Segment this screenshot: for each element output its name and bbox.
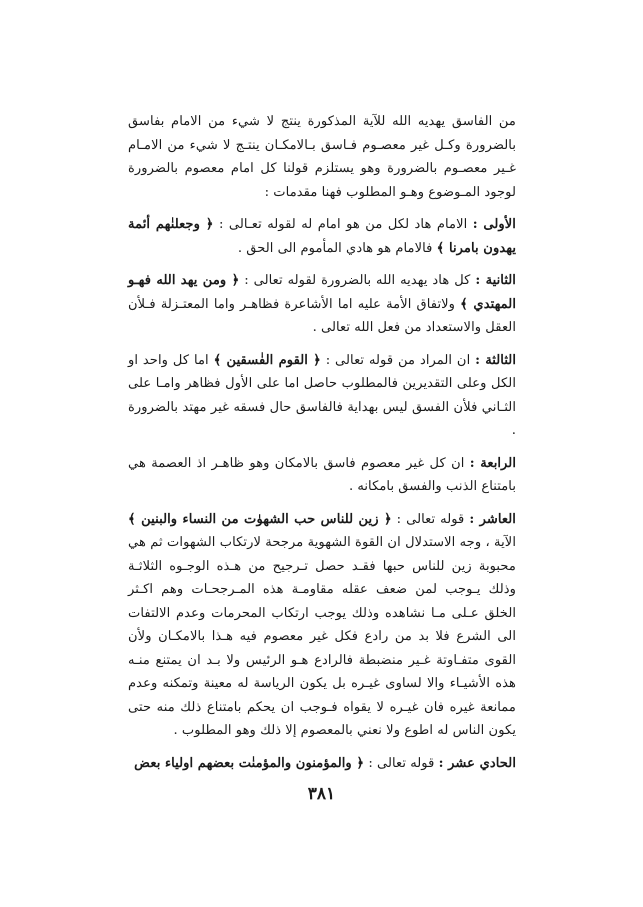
argument-text: قوله تعالى :	[368, 755, 435, 771]
argument-heading: العاشر :	[469, 511, 516, 527]
page-number: ٣٨١	[307, 784, 336, 804]
quran-quote: ﴿ وجعلنٰهم أئمة يهدون بامرنا ﴾	[128, 217, 516, 256]
premise-text: اما كل واحد او الكل وعلى التقديرين فالمطلوب حاصل اما على الأول فظاهر وامـا على الثـاني فلأن الفسق ليس بهداية فالفاسق حال فسقه غير مهتد بالضرورة .	[128, 352, 516, 438]
argument-heading: الحادي عشر :	[438, 755, 516, 771]
argument-tenth	[128, 508, 516, 743]
premise-text: فالامام هو هادي المأموم الى الحق .	[237, 240, 433, 256]
premise-text: الامام هاد لكل من هو امام له لقوله تعـالى :	[218, 217, 468, 232]
premise-third	[128, 349, 516, 443]
quran-quote: ﴿ ومن يهد الله فهـو المهتدي ﴾	[128, 273, 516, 312]
quran-quote: ﴿ زين للناس حب الشهوٰت من النساء والبنين ﴾	[128, 511, 392, 527]
quran-quote: ﴿ والمؤمنون والمؤمنٰت بعضهم اولياء بعض	[134, 755, 365, 771]
premise-text: ان المراد من قوله تعالى :	[325, 352, 471, 368]
argument-text: قوله تعالى :	[396, 511, 465, 527]
intro-paragraph: من الفاسق يهديه الله للآية المذكورة ينتج لا شيء من الامام بفاسق بالضرورة وكـل غير معصـوم فـاسق بـالامكـان ينتـج لا شيء من الامـام غـير معصـوم بالضرورة وهو يستلزم قولنا كل امام معصوم بالضرورة لوجود المـوضوع وهـو المطلوب فهنا مقدمات :	[128, 114, 516, 200]
argument-text: الآية ، وجه الاستدلال ان القوة الشهوية مرجحة لارتكاب الشهوات ثم هي محبوبة زين للناس حبها فقـد حصل تـرجيح من هـذه الوجـوه الثلاثـة وذلك يـوجب لمن ضعف عقله مقاومـة هذه المـرجحـات وهم اكـثر الخلق عـلى مـا نشاهده وذلك يوجب ارتكاب المحرمات وعدم الالتفات الى الشرع فلا بد من رادع فكل غير معصوم فيه هـذا بالامكـان ولأن القوى متفـاوتة غـير منضبطة فالرادع هـو الرئيس ولا بـد ان يمتنع منـه هذه الأشيـاء والا لساوى غيـره بل يكون الرياسة له معينة وتمكنه وعدم ممانعة غيره فان غيـره لا يقواه فـوجب ان يحكم بامتناع ذلك منه حتى يكون الناس له اطوع ولا نعني بالمعصوم إلا ذلك وهو المطلوب .	[128, 535, 516, 738]
text-body	[128, 110, 516, 775]
premise-fourth	[128, 452, 516, 499]
premise-text: كل هاد يهديه الله بالضرورة لقوله تعالى :	[244, 273, 471, 288]
premise-heading: الثالثة :	[475, 352, 516, 368]
premise-first	[128, 213, 516, 260]
quran-quote: ﴿ القوم الفٰسقين ﴾	[213, 352, 321, 368]
premise-text: ان كل غير معصوم فاسق بالامكان وهو ظاهـر اذ العصمة هي بامتناع الذنب والفسق بامكانه .	[128, 455, 516, 494]
premise-text: ولاتفاق الأمة عليه اما الأشاعرة فظاهـر واما المعتـزلة فـلأن العقل والاستعداد من فعل الله تعالى .	[128, 296, 516, 335]
premise-heading: الثانية :	[475, 273, 516, 288]
premise-second	[128, 269, 516, 340]
premise-heading: الرابعة :	[469, 455, 516, 471]
argument-eleventh	[128, 752, 516, 776]
premise-heading: الأولى :	[472, 217, 516, 232]
